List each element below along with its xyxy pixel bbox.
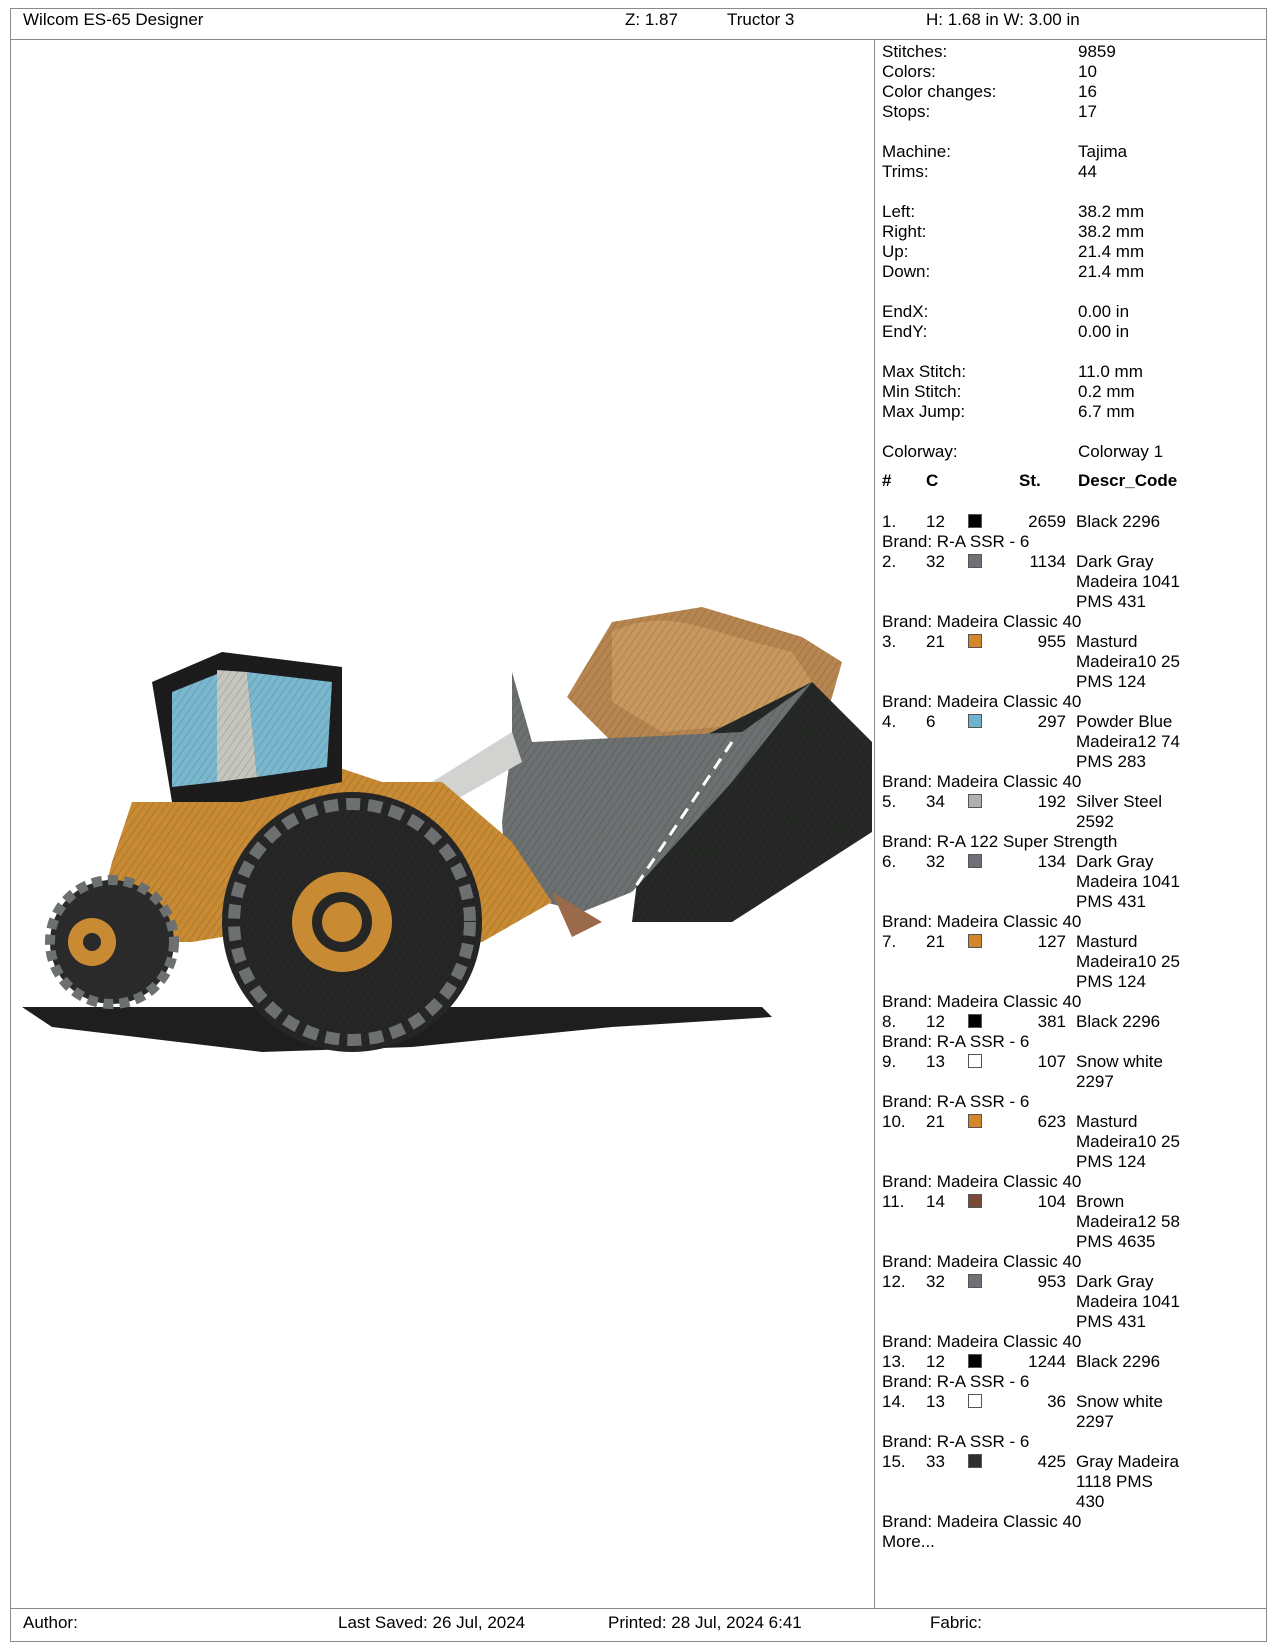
stat-value: 38.2 mm (1078, 222, 1145, 241)
color-index: 9. (882, 1052, 897, 1071)
design-info-panel (882, 42, 1262, 1552)
stat-value: 44 (1078, 162, 1097, 181)
color-stitches: 955 (1037, 632, 1066, 651)
stat-value: Tajima (1078, 142, 1128, 161)
stat-label: Color changes: (882, 82, 997, 101)
footer-bar (10, 1608, 1267, 1642)
description-line: Madeira10 25 (1076, 952, 1180, 971)
color-code: 6 (926, 712, 936, 731)
header-stitches: St. (1019, 471, 1041, 490)
description-line: Dark Gray (1076, 852, 1154, 871)
description-line: 2297 (1076, 1412, 1114, 1431)
description-line: PMS 283 (1076, 752, 1146, 771)
color-stitches: 381 (1037, 1012, 1066, 1031)
color-brand: Brand: Madeira Classic 40 (882, 992, 1082, 1011)
color-code: 13 (926, 1392, 945, 1411)
description-line: Masturd (1076, 632, 1138, 651)
stat-label: Max Jump: (882, 402, 966, 421)
stats-gap (882, 342, 1262, 362)
description-line: Masturd (1076, 932, 1138, 951)
color-description (1076, 1052, 1236, 1092)
color-row (882, 1452, 1262, 1512)
author-label: Author: (23, 1613, 78, 1632)
color-swatch (968, 1394, 982, 1408)
stat-label: Max Stitch: (882, 362, 967, 381)
color-stitches: 36 (1047, 1392, 1066, 1411)
description-line: Gray Madeira (1076, 1452, 1179, 1471)
color-code: 14 (926, 1192, 945, 1211)
stat-value: 21.4 mm (1078, 242, 1145, 261)
color-swatch (968, 854, 982, 868)
design-size: H: 1.68 in W: 3.00 in (926, 10, 1080, 29)
description-line: Silver Steel (1076, 792, 1162, 811)
color-swatch (968, 1274, 982, 1288)
color-brand: Brand: Madeira Classic 40 (882, 772, 1082, 791)
stats-gap (882, 422, 1262, 442)
stats-gap (882, 182, 1262, 202)
color-swatch (968, 634, 982, 648)
color-stitches: 104 (1037, 1192, 1066, 1211)
description-line: 2592 (1076, 812, 1114, 831)
color-brand: Brand: R-A SSR - 6 (882, 532, 1030, 551)
color-stitches: 425 (1037, 1452, 1066, 1471)
color-stitches: 127 (1037, 932, 1066, 951)
color-index: 7. (882, 932, 897, 951)
description-line: PMS 4635 (1076, 1232, 1156, 1251)
color-index: 6. (882, 852, 897, 871)
color-row (882, 1392, 1262, 1432)
color-row (882, 1192, 1262, 1252)
stat-row (882, 262, 1262, 282)
color-swatch (968, 554, 982, 568)
color-code: 12 (926, 1352, 945, 1371)
app-title: Wilcom ES-65 Designer (23, 10, 204, 29)
color-stitches: 297 (1037, 712, 1066, 731)
color-index: 11. (882, 1192, 905, 1211)
color-index: 3. (882, 632, 897, 651)
design-name: Tructor 3 (727, 10, 795, 29)
description-line: PMS 431 (1076, 1312, 1146, 1331)
color-brand: Brand: R-A SSR - 6 (882, 1432, 1030, 1451)
description-line: 430 (1076, 1492, 1105, 1511)
stat-value: 0.00 in (1078, 302, 1130, 321)
color-brand: Brand: Madeira Classic 40 (882, 1512, 1082, 1531)
description-line: Madeira10 25 (1076, 652, 1180, 671)
color-swatch (968, 1354, 982, 1368)
stat-row (882, 82, 1262, 102)
description-line: Powder Blue (1076, 712, 1173, 731)
description-line: Madeira 1041 (1076, 872, 1180, 891)
stat-value: 11.0 mm (1078, 362, 1143, 381)
stat-label: Right: (882, 222, 927, 241)
color-row (882, 1112, 1262, 1172)
color-swatch (968, 1454, 982, 1468)
stat-label: Stitches: (882, 42, 948, 61)
description-line: Brown (1076, 1192, 1125, 1211)
description-line: Madeira 1041 (1076, 572, 1180, 591)
stat-label: Min Stitch: (882, 382, 962, 401)
color-code: 33 (926, 1452, 945, 1471)
color-description (1076, 932, 1236, 992)
color-stitches: 953 (1037, 1272, 1066, 1291)
color-list (882, 512, 1262, 1532)
stat-row (882, 222, 1262, 242)
color-brand: Brand: R-A SSR - 6 (882, 1372, 1030, 1391)
more-link[interactable]: More... (882, 1532, 935, 1551)
color-row (882, 712, 1262, 772)
color-stitches: 2659 (1028, 512, 1066, 531)
stat-row (882, 322, 1262, 342)
description-line: Madeira 1041 (1076, 1292, 1180, 1311)
color-brand: Brand: Madeira Classic 40 (882, 912, 1082, 931)
color-index: 14. (882, 1392, 906, 1411)
stat-value: 9859 (1078, 42, 1116, 61)
color-swatch (968, 714, 982, 728)
fabric-label: Fabric: (930, 1613, 982, 1632)
stat-row (882, 202, 1262, 222)
stat-label: Machine: (882, 142, 951, 161)
stat-value: 17 (1078, 102, 1097, 121)
color-description (1076, 792, 1236, 832)
color-swatch (968, 1054, 982, 1068)
description-line: PMS 124 (1076, 972, 1146, 991)
color-row (882, 932, 1262, 992)
stat-row (882, 102, 1262, 122)
description-line: Masturd (1076, 1112, 1138, 1131)
description-line: PMS 124 (1076, 1152, 1146, 1171)
stat-label: Colorway: (882, 442, 958, 461)
description-line: Madeira12 58 (1076, 1212, 1180, 1231)
color-row (882, 512, 1262, 532)
color-brand: Brand: Madeira Classic 40 (882, 1252, 1082, 1271)
stat-value: 6.7 mm (1078, 402, 1135, 421)
color-stitches: 107 (1037, 1052, 1066, 1071)
color-index: 2. (882, 552, 897, 571)
stats-list (882, 42, 1262, 462)
stat-value: 0.00 in (1078, 322, 1130, 341)
color-row (882, 1352, 1262, 1372)
header-descr: Descr_Code (1078, 471, 1178, 490)
color-code: 13 (926, 1052, 945, 1071)
color-table-header (882, 470, 1262, 492)
color-index: 4. (882, 712, 897, 731)
color-stitches: 1134 (1029, 552, 1066, 571)
description-line: Madeira10 25 (1076, 1132, 1180, 1151)
description-line: Black 2296 (1076, 512, 1161, 531)
color-stitches: 192 (1037, 792, 1066, 811)
color-description (1076, 1352, 1236, 1372)
header-bar (10, 8, 1267, 40)
stat-label: Up: (882, 242, 909, 261)
color-swatch (968, 934, 982, 948)
stat-label: Trims: (882, 162, 929, 181)
color-swatch (968, 1194, 982, 1208)
stat-label: EndX: (882, 302, 929, 321)
color-stitches: 1244 (1028, 1352, 1066, 1371)
color-row (882, 1052, 1262, 1092)
stat-row (882, 402, 1262, 422)
color-row (882, 1012, 1262, 1032)
header-code: C (926, 471, 939, 490)
stat-label: Stops: (882, 102, 931, 121)
color-index: 13. (882, 1352, 906, 1371)
header-num: # (882, 471, 892, 490)
color-swatch (968, 794, 982, 808)
color-brand: Brand: R-A 122 Super Strength (882, 832, 1118, 851)
color-description (1076, 1392, 1236, 1432)
description-line: Dark Gray (1076, 1272, 1154, 1291)
color-description (1076, 1012, 1236, 1032)
color-swatch (968, 1014, 982, 1028)
stat-row (882, 382, 1262, 402)
color-brand: Brand: Madeira Classic 40 (882, 1172, 1082, 1191)
description-line: PMS 124 (1076, 672, 1146, 691)
stat-row (882, 162, 1262, 182)
stats-gap (882, 122, 1262, 142)
color-swatch (968, 514, 982, 528)
wheel-loader-embroidery (12, 42, 872, 1606)
color-stitches: 134 (1037, 852, 1066, 871)
color-index: 15. (882, 1452, 906, 1471)
stat-value: 21.4 mm (1078, 262, 1145, 281)
color-brand: Brand: Madeira Classic 40 (882, 692, 1082, 711)
stats-gap (882, 282, 1262, 302)
stat-value: 0.2 mm (1078, 382, 1135, 401)
description-line: PMS 431 (1076, 892, 1146, 911)
color-code: 12 (926, 512, 945, 531)
stat-row (882, 362, 1262, 382)
description-line: 2297 (1076, 1072, 1114, 1091)
color-code: 32 (926, 552, 945, 571)
color-code: 34 (926, 792, 945, 811)
design-preview (12, 42, 872, 1606)
color-description (1076, 1192, 1236, 1252)
color-brand: Brand: Madeira Classic 40 (882, 1332, 1082, 1351)
color-description (1076, 712, 1236, 772)
color-description (1076, 852, 1236, 912)
stat-value: 16 (1078, 82, 1097, 101)
stat-value: 10 (1078, 62, 1097, 81)
color-row (882, 852, 1262, 912)
color-row (882, 552, 1262, 612)
color-row (882, 792, 1262, 832)
description-line: Black 2296 (1076, 1012, 1161, 1031)
description-line: Madeira12 74 (1076, 732, 1180, 751)
zoom-readout: Z: 1.87 (625, 10, 678, 29)
color-code: 32 (926, 1272, 945, 1291)
color-code: 21 (926, 1112, 945, 1131)
stat-row (882, 442, 1262, 462)
color-description (1076, 512, 1236, 532)
stat-value: 38.2 mm (1078, 202, 1145, 221)
stat-label: Left: (882, 202, 916, 221)
color-description (1076, 1272, 1236, 1332)
color-description (1076, 552, 1236, 612)
color-index: 5. (882, 792, 897, 811)
description-line: Snow white (1076, 1392, 1163, 1411)
color-description (1076, 632, 1236, 692)
color-code: 21 (926, 932, 945, 951)
description-line: Snow white (1076, 1052, 1163, 1071)
color-brand: Brand: R-A SSR - 6 (882, 1032, 1030, 1051)
description-line: Dark Gray (1076, 552, 1154, 571)
color-swatch (968, 1114, 982, 1128)
color-index: 8. (882, 1012, 897, 1031)
color-brand: Brand: Madeira Classic 40 (882, 612, 1082, 631)
stat-label: EndY: (882, 322, 928, 341)
color-index: 1. (882, 512, 897, 531)
stat-row (882, 62, 1262, 82)
stat-label: Down: (882, 262, 931, 281)
printed-date: Printed: 28 Jul, 2024 6:41 (608, 1613, 802, 1632)
description-line: 1118 PMS (1076, 1472, 1153, 1491)
stat-row (882, 302, 1262, 322)
stat-row (882, 142, 1262, 162)
description-line: PMS 431 (1076, 592, 1146, 611)
color-code: 12 (926, 1012, 945, 1031)
stat-row (882, 242, 1262, 262)
color-code: 21 (926, 632, 945, 651)
color-index: 10. (882, 1112, 906, 1131)
panel-divider (874, 40, 875, 1608)
stat-value: Colorway 1 (1078, 442, 1164, 461)
color-brand: Brand: R-A SSR - 6 (882, 1092, 1030, 1111)
stat-row (882, 42, 1262, 62)
color-description (1076, 1452, 1236, 1512)
color-row (882, 1272, 1262, 1332)
description-line: Black 2296 (1076, 1352, 1161, 1371)
last-saved: Last Saved: 26 Jul, 2024 (338, 1613, 526, 1632)
color-description (1076, 1112, 1236, 1172)
color-stitches: 623 (1037, 1112, 1066, 1131)
stat-label: Colors: (882, 62, 936, 81)
color-index: 12. (882, 1272, 906, 1291)
color-code: 32 (926, 852, 945, 871)
color-row (882, 632, 1262, 692)
